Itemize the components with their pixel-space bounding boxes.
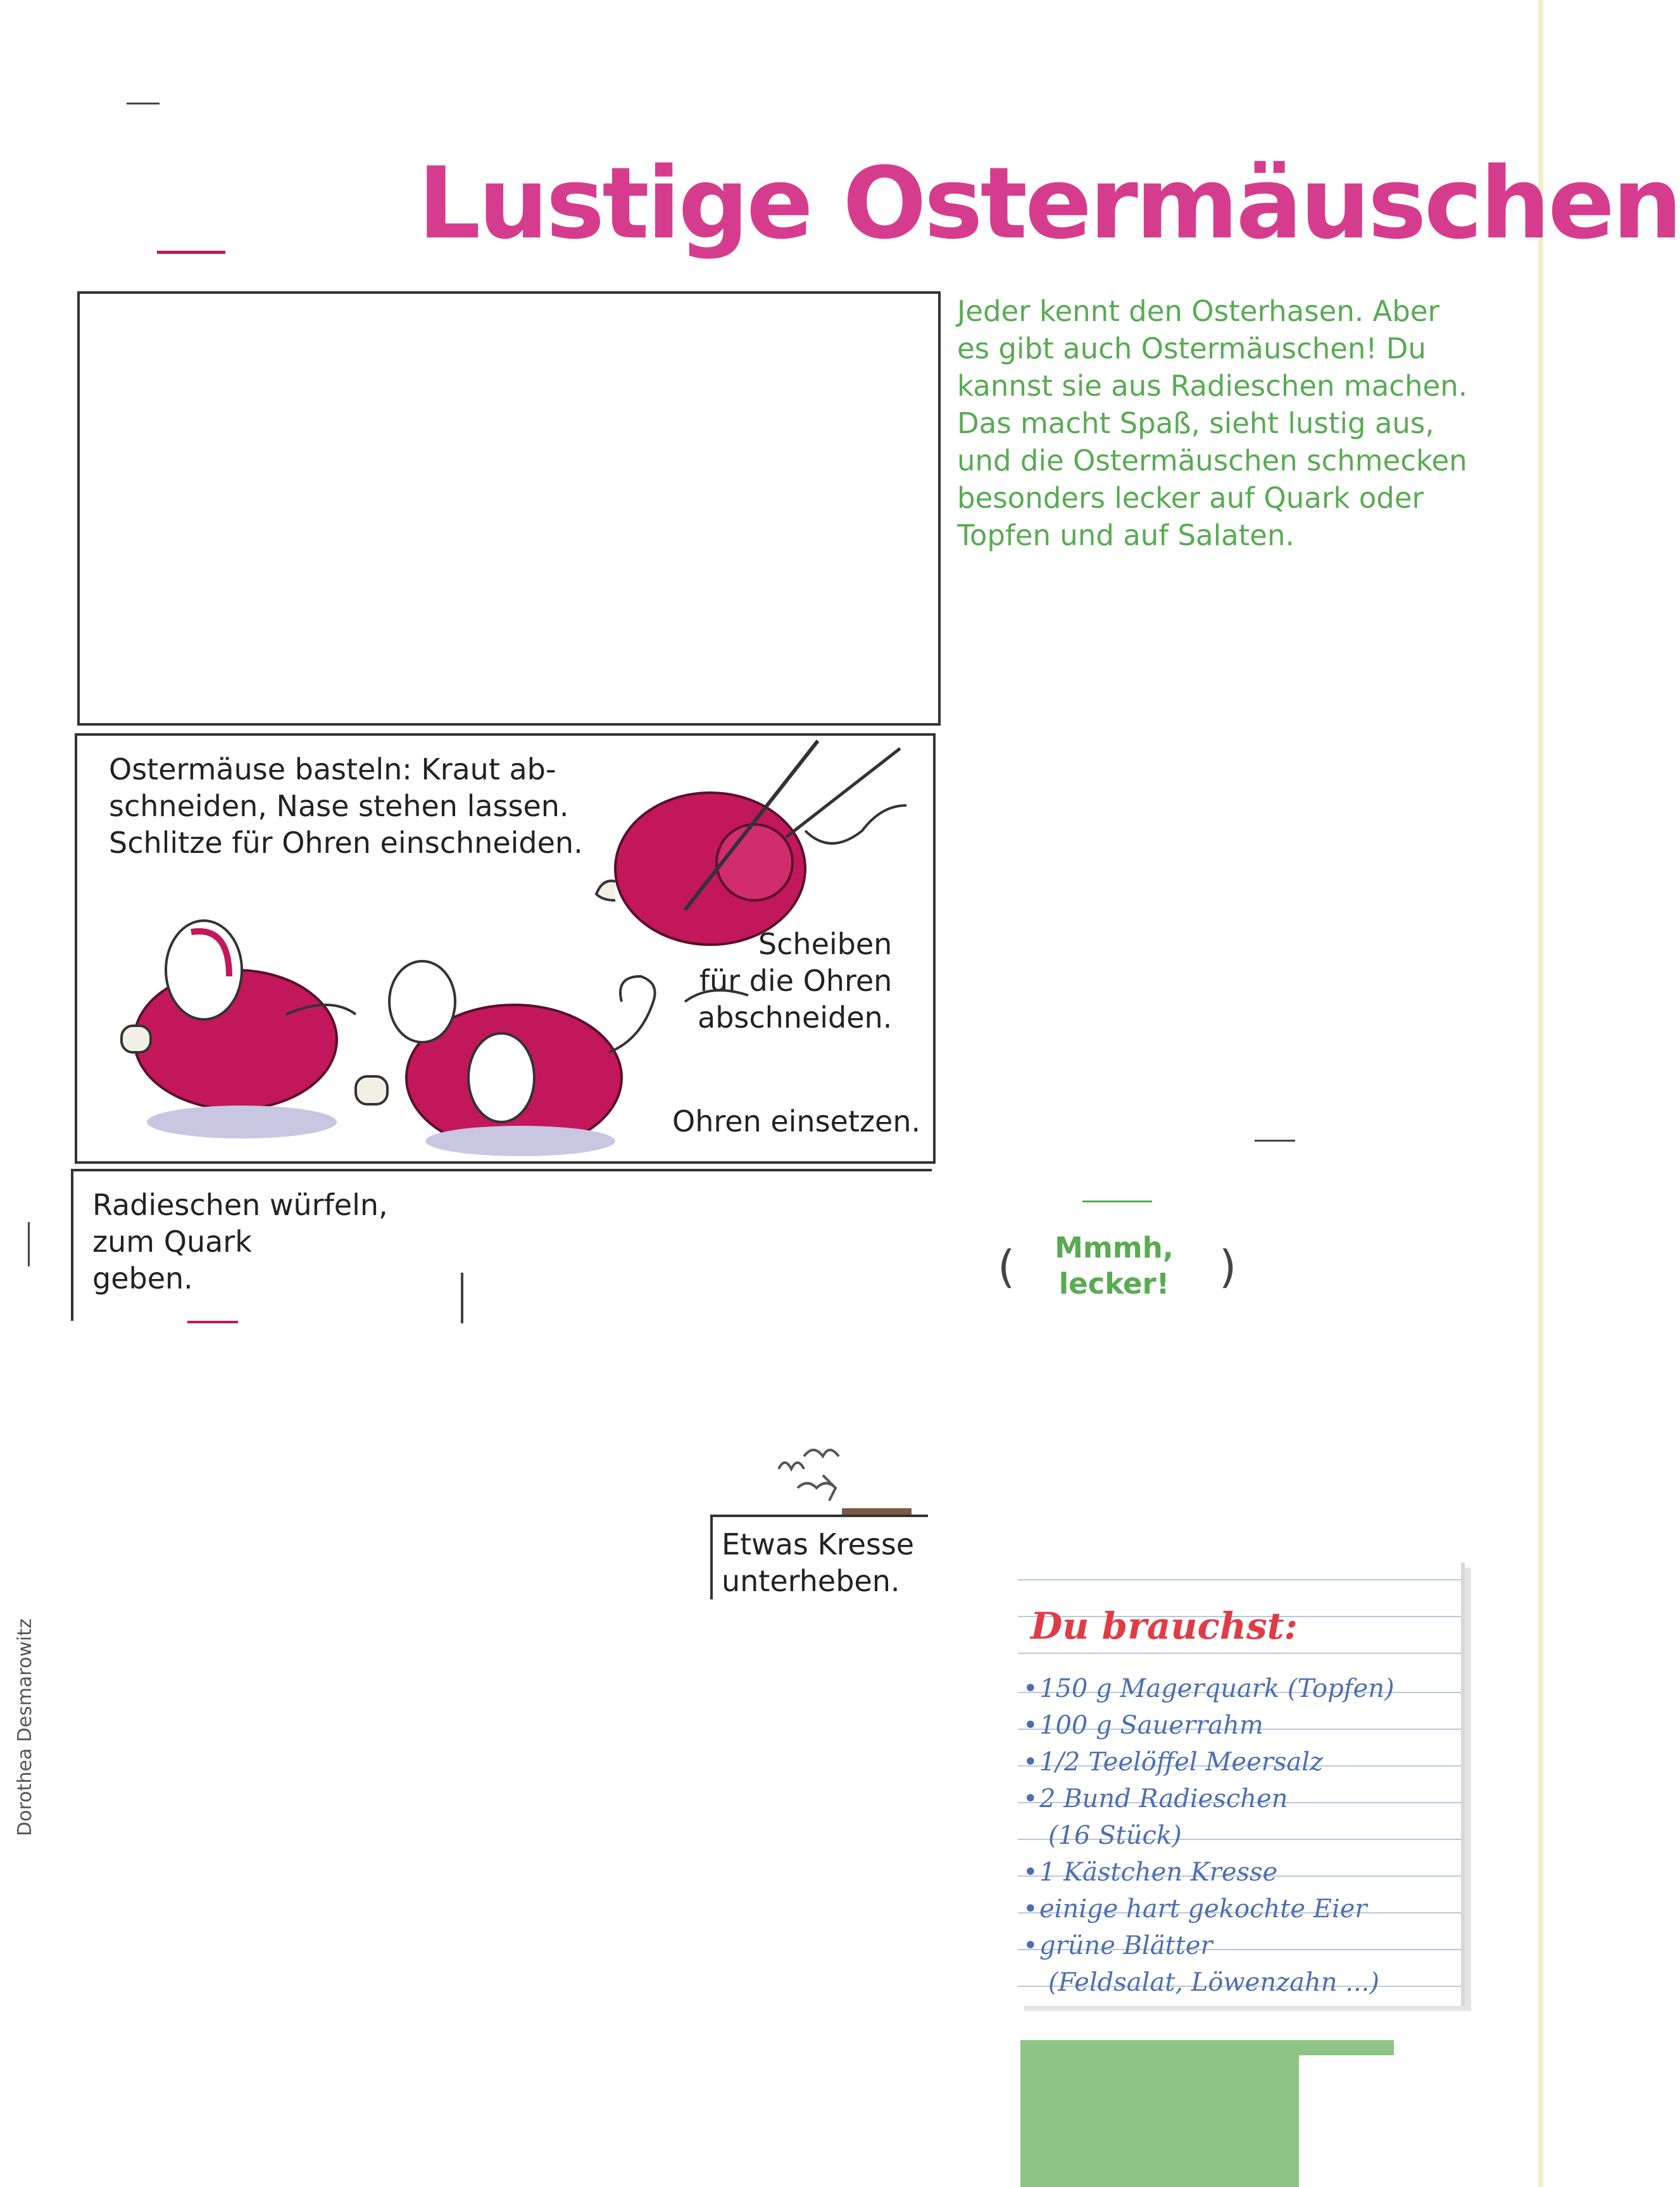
intro-line: es gibt auch Ostermäuschen! Du [957, 332, 1426, 365]
panel3-caption [92, 1187, 388, 1297]
intro-line: Topfen und auf Salaten. [957, 519, 1294, 552]
sketch-mark [1255, 1140, 1295, 1142]
comic-panel-2 [75, 733, 936, 1164]
caption-line: Radieschen würfeln, [92, 1188, 388, 1222]
list-item: (Feldsalat, Löwenzahn ...) [1048, 1968, 1379, 1997]
speech-bracket-right: ) [1219, 1241, 1237, 1293]
caption-line: abschneiden. [698, 1000, 893, 1035]
caption-line: unterheben. [722, 1564, 900, 1598]
sketch-mark [28, 1222, 30, 1266]
intro-line: kannst sie aus Radieschen machen. [957, 369, 1468, 403]
radish-mice-illustration [77, 736, 933, 1161]
list-item: •2 Bund Radieschen [1023, 1784, 1288, 1813]
intro-line: Das macht Spaß, sieht lustig aus, [957, 407, 1434, 440]
list-item: •1 Kästchen Kresse [1023, 1858, 1278, 1887]
kresse-box [710, 1515, 928, 1599]
cress-illustration [753, 1431, 918, 1520]
radish-cut-illustration [596, 741, 906, 945]
radish-mouse-right [356, 961, 748, 1156]
speech-line: lecker! [1058, 1267, 1170, 1301]
list-item: •100 g Sauerrahm [1023, 1711, 1263, 1740]
intro-line: Jeder kennt den Osterhasen. Aber [957, 294, 1440, 328]
sketch-mark [187, 1321, 238, 1323]
intro-line: besonders lecker auf Quark oder [957, 481, 1424, 515]
caption-line: zum Quark [92, 1225, 252, 1259]
ingredients-title: Du brauchst: [1031, 1604, 1298, 1648]
caption-line: Scheiben [758, 927, 893, 961]
sketch-mark [157, 251, 225, 254]
ohren-caption: Ohren einsetzen. [672, 1104, 921, 1138]
caption-line: Etwas Kresse [722, 1527, 915, 1561]
sketch-mark [127, 103, 160, 104]
ingredients-card [1018, 1563, 1465, 2006]
caption-line: Schlitze für Ohren einschneiden. [109, 826, 583, 860]
green-strip [1299, 2040, 1394, 2055]
caption-line: geben. [92, 1261, 193, 1295]
page-title: Lustige Ostermäuschen [418, 146, 1680, 261]
caption-line: schneiden, Nase stehen lassen. [109, 789, 569, 823]
speech-bracket-left: ( [998, 1241, 1015, 1293]
speech-line: Mmmh, [1055, 1231, 1174, 1264]
caption-line: Ostermäuse basteln: Kraut ab- [109, 752, 556, 786]
list-item: (16 Stück) [1048, 1821, 1182, 1850]
illustrator-credit: Dorothea Desmarowitz [14, 1618, 36, 1836]
page-edge [1538, 0, 1543, 2187]
comic-panel-1 [77, 291, 941, 726]
ingredients-list [1023, 1670, 1395, 2001]
list-item: •grüne Blätter [1023, 1931, 1213, 1960]
comic-panel-3 [71, 1169, 932, 1321]
list-item: •einige hart gekochte Eier [1023, 1894, 1367, 1924]
list-item: •150 g Magerquark (Topfen) [1023, 1674, 1395, 1703]
green-block [1020, 2040, 1299, 2187]
caption-line: für die Ohren [699, 964, 893, 998]
sketch-mark [1082, 1201, 1152, 1202]
list-item: •1/2 Teelöffel Meersalz [1023, 1748, 1324, 1777]
radish-mouse-left [122, 921, 356, 1138]
intro-line: und die Ostermäuschen schmecken [957, 444, 1467, 477]
panel-divider [461, 1273, 463, 1323]
intro-text [957, 293, 1514, 554]
speech-bubble [1038, 1230, 1190, 1302]
